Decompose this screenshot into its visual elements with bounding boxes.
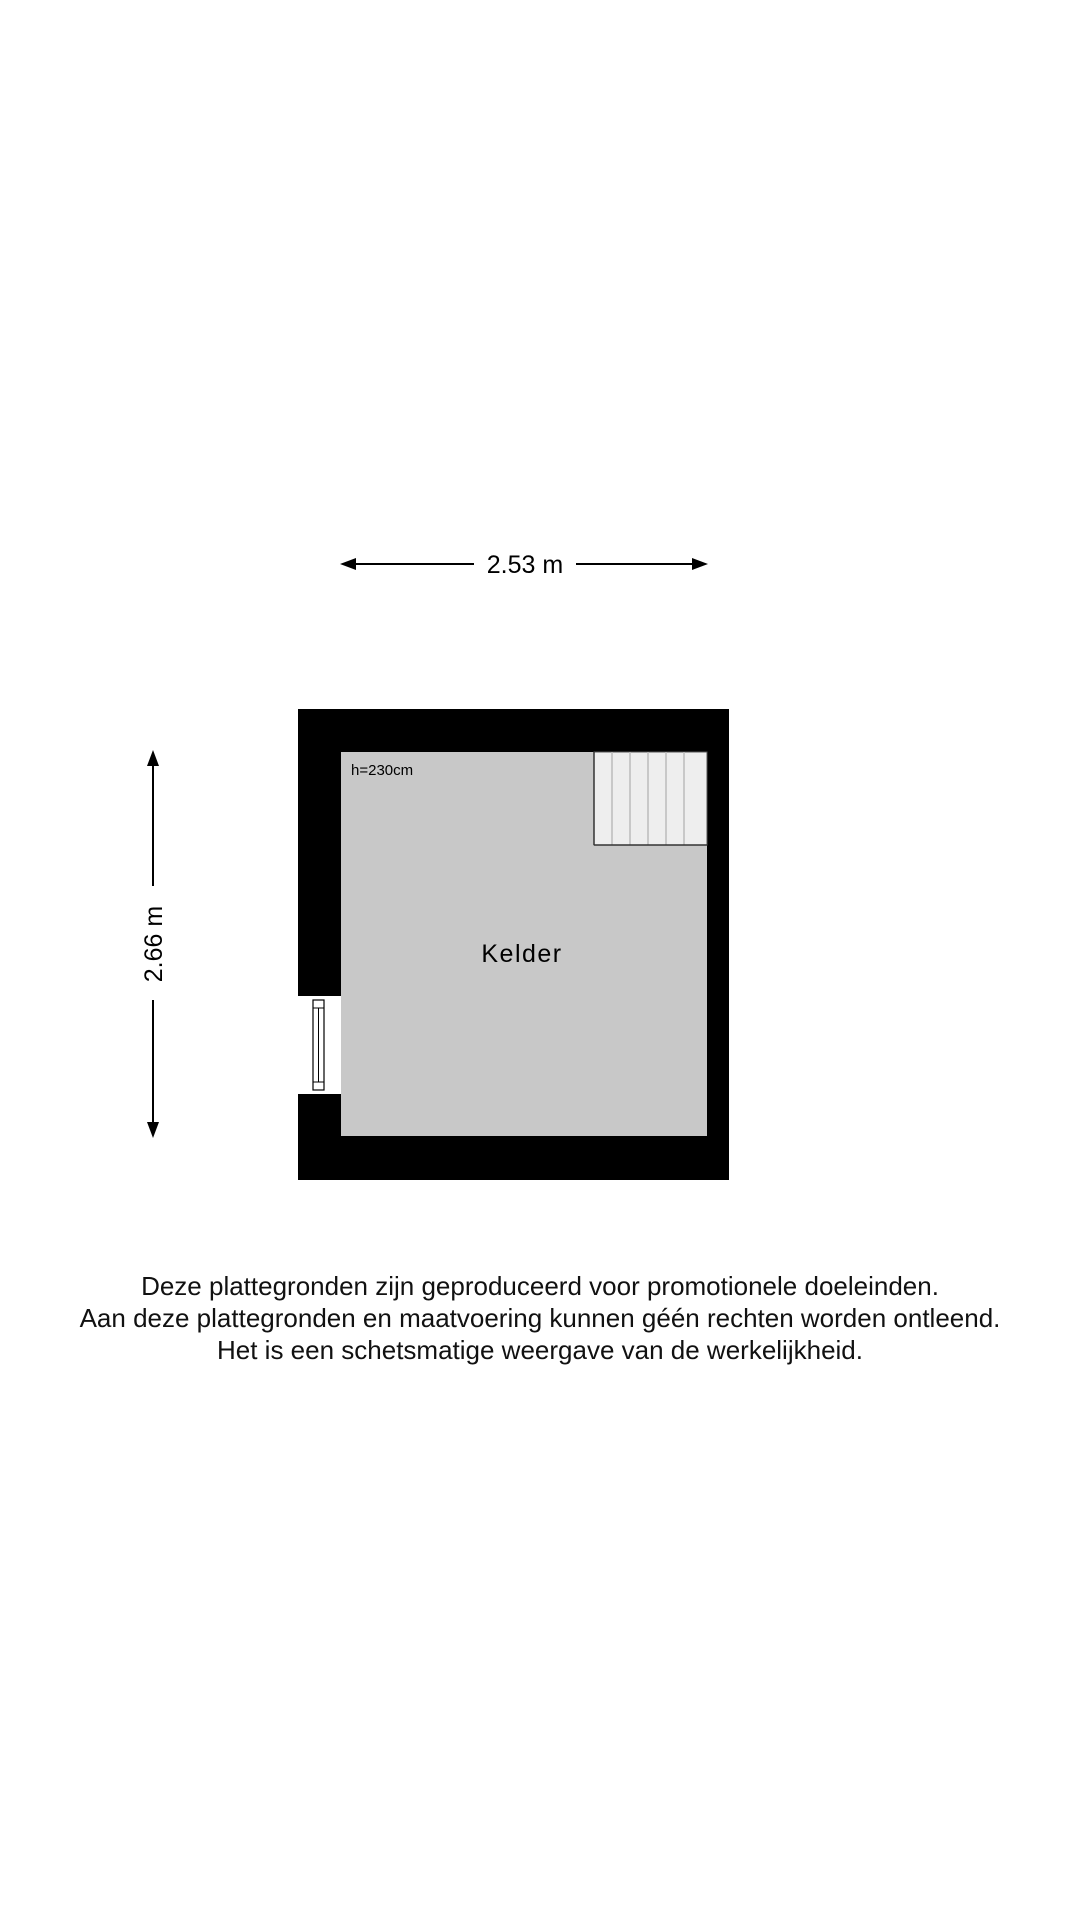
window	[298, 996, 341, 1094]
height-dimension-label: 2.66 m	[140, 905, 168, 983]
arrow-left-icon	[340, 558, 356, 570]
width-dimension-label: 2.53 m	[486, 551, 564, 579]
room-name-label: Kelder	[481, 940, 563, 968]
disclaimer	[0, 1270, 1080, 1366]
ceiling-height-label: h=230cm	[351, 762, 414, 779]
disclaimer-line-3: Het is een schetsmatige weergave van de werkelijkheid.	[216, 1335, 863, 1365]
height-dimension	[140, 750, 168, 1138]
disclaimer-line-1: Deze plattegronden zijn geproduceerd voor promotionele doeleinden.	[141, 1271, 939, 1301]
width-dimension	[340, 551, 708, 579]
arrow-down-icon	[147, 1122, 159, 1138]
stairs	[594, 752, 707, 845]
disclaimer-line-2: Aan deze plattegronden en maatvoering kunnen géén rechten worden ontleend.	[79, 1303, 1001, 1333]
arrow-up-icon	[147, 750, 159, 766]
arrow-right-icon	[692, 558, 708, 570]
